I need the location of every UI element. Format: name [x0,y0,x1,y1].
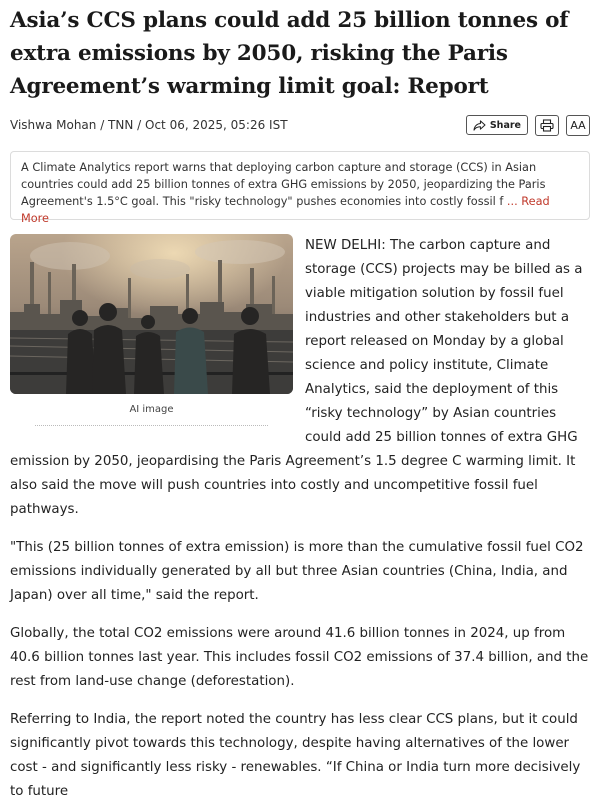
article-figure [10,234,293,426]
share-arrow-icon [473,120,486,131]
paragraph-4: Referring to India, the report noted the country has less clear CCS plans, but it could significantly pivot towards this technology, despite having alternatives of the lower cost - and significantly less risky - renewables. “If China or India turn more decisively to future [10,712,581,799]
article-body [10,234,590,804]
share-button[interactable] [466,115,528,135]
print-button[interactable] [535,115,559,136]
share-label: Share [489,119,521,131]
byline: Vishwa Mohan / TNN / Oct 06, 2025, 05:26 IST [10,118,288,132]
printer-icon [540,119,554,132]
read-more-link[interactable]: ... Read More [21,195,550,225]
article-headline: Asia’s CCS plans could add 25 billion tonnes of extra emissions by 2050, risking the Paris Agreement’s warming limit goal: Report [10,8,569,99]
paragraph-1: NEW DELHI: The carbon capture and storage (CCS) projects may be billed as a viable mitigation solution by fossil fuel industries and other stakeholders but a report released on Monday by a global science and policy institute, Climate Analytics, said the deployment of this “risky technology” by Asian countries could add 25 billion tonnes of extra GHG emission by 2050, jeopardising the Paris Agreement’s 1.5 degree C warming limit. It also said the move will push countries into costly and uncompetitive fossil fuel pathways. [10,238,583,517]
article-tools [466,115,590,136]
paragraph-3: Globally, the total CO2 emissions were around 41.6 billion tonnes in 2024, up from 40.6 billion tonnes last year. This includes fossil CO2 emissions of 37.4 billion, and the rest from land-use change (deforestation). [10,626,589,689]
paragraph-2: "This (25 billion tonnes of extra emission) is more than the cumulative fossil fuel CO2 emissions individually generated by all but three Asian countries (China, India, and Japan) over all time," said the report. [10,540,584,603]
meta-row [10,113,590,137]
font-size-button[interactable]: AA [566,115,590,136]
caption-divider [35,425,268,426]
industrial-scene-illustration [10,234,293,394]
article-image[interactable] [10,234,293,394]
article-summary [10,151,590,225]
image-caption: AI image [129,404,174,415]
summary-text: A Climate Analytics report warns that deploying carbon capture and storage (CCS) in Asian countries could add 25 billion tonnes of extra GHG emissions by 2050, jeopardizing the Paris Agreement's 1.5°C goal. This "risky technology" pushes economies into costly fossil f [21,161,546,208]
